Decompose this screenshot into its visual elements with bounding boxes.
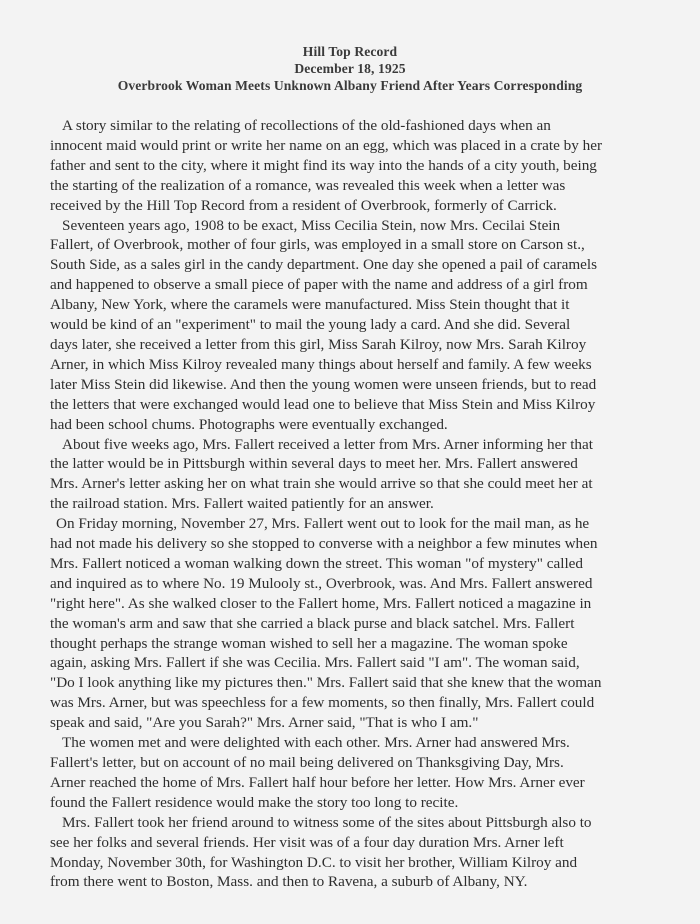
article-header	[0, 43, 700, 94]
text-line: days later, she received a letter from this girl, Miss Sarah Kilroy, now Mrs. Sarah Kilroy	[50, 335, 587, 353]
text-line: the latter would be in Pittsburgh within several days to meet her. Mrs. Fallert answered	[50, 455, 578, 473]
text-line: About five weeks ago, Mrs. Fallert received a letter from Mrs. Arner informing her that	[62, 435, 593, 453]
headline: Overbrook Woman Meets Unknown Albany Friend After Years Corresponding	[117, 78, 583, 93]
text-line: thought perhaps the strange woman wished to sell her a magazine. The woman spoke	[50, 634, 568, 652]
text-line: A story similar to the relating of recollections of the old-fashioned days when an	[62, 117, 551, 134]
text-line: Mrs. Arner's letter asking her on what train she would arrive so that she could meet her at	[50, 475, 593, 493]
text-line: was Mrs. Arner, but was speechless for a few moments, so then finally, Mrs. Fallert could	[50, 694, 595, 712]
text-line: and inquired as to where No. 19 Mulooly st., Overbrook, was. And Mrs. Fallert answered	[50, 574, 593, 592]
text-line: "Do I look anything like my pictures then." Mrs. Fallert said that she knew that the woman	[50, 674, 602, 692]
text-line: the railroad station. Mrs. Fallert waited patiently for an answer.	[50, 495, 434, 513]
text-line: from there went to Boston, Mass. and then to Ravena, a suburb of Albany, NY.	[50, 873, 528, 891]
text-line: and happened to observe a small piece of paper with the name and address of a girl from	[50, 276, 588, 294]
text-line: speak and said, "Are you Sarah?" Mrs. Arner said, "That is who I am."	[50, 714, 479, 732]
publication-name: Hill Top Record	[302, 44, 398, 59]
text-line: Monday, November 30th, for Washington D.C. to visit her brother, William Kilroy and	[50, 853, 578, 871]
text-line: had been school chums. Photographs were eventually exchanged.	[50, 415, 448, 433]
article-body	[50, 116, 690, 892]
text-line: On Friday morning, November 27, Mrs. Fallert went out to look for the mail man, as he	[56, 515, 590, 533]
text-line: the woman's arm and saw that she carried a black purse and black satchel. Mrs. Fallert	[50, 614, 575, 632]
text-line: Mrs. Fallert took her friend around to witness some of the sites about Pittsburgh also to	[62, 813, 592, 831]
text-line: Arner, in which Miss Kilroy revealed many things about herself and family. A few weeks	[50, 355, 592, 373]
text-line: South Side, as a sales girl in the candy department. One day she opened a pail of caramels	[50, 256, 598, 274]
text-line: received by the Hill Top Record from a resident of Overbrook, formerly of Carrick.	[50, 196, 557, 214]
text-line: "right here". As she walked closer to the Fallert home, Mrs. Fallert noticed a magazine in	[50, 594, 592, 612]
text-line: Seventeen years ago, 1908 to be exact, Miss Cecilia Stein, now Mrs. Cecilai Stein	[62, 216, 561, 234]
text-line: innocent maid would print or write her name on an egg, which was placed in a crate by her	[50, 136, 603, 154]
text-line: see her folks and several friends. Her visit was of a four day duration Mrs. Arner left	[50, 833, 564, 851]
text-line: the letters that were exchanged would lead one to believe that Miss Stein and Miss Kilroy	[50, 395, 596, 413]
text-line: had not made his delivery so she stopped to converse with a neighbor a few minutes when	[50, 535, 598, 553]
publication-date: December 18, 1925	[294, 61, 406, 76]
text-line: Arner reached the home of Mrs. Fallert half hour before her letter. How Mrs. Arner ever	[50, 773, 585, 791]
text-line: Fallert, of Overbrook, mother of four girls, was employed in a small store on Carson st.,	[50, 236, 585, 254]
text-line: found the Fallert residence would make the story too long to recite.	[50, 793, 459, 811]
text-line: later Miss Stein did likewise. And then the young women were unseen friends, but to read	[50, 375, 597, 393]
text-line: would be kind of an "experiment" to mail the young lady a card. And she did. Several	[50, 316, 571, 334]
text-line: Mrs. Fallert noticed a woman walking down the street. This woman "of mystery" called	[50, 554, 584, 572]
text-line: Albany, New York, where the caramels were manufactured. Miss Stein thought that it	[50, 296, 570, 314]
text-line: father and sent to the city, where it might find its way into the hands of a city youth, being	[50, 156, 597, 174]
text-line: again, asking Mrs. Fallert if she was Cecilia. Mrs. Fallert said "I am". The woman said,	[50, 654, 580, 672]
text-line: The women met and were delighted with each other. Mrs. Arner had answered Mrs.	[62, 734, 570, 752]
text-line: the starting of the realization of a romance, was revealed this week when a letter was	[50, 176, 566, 194]
text-line: Fallert's letter, but on account of no mail being delivered on Thanksgiving Day, Mrs.	[50, 754, 564, 771]
